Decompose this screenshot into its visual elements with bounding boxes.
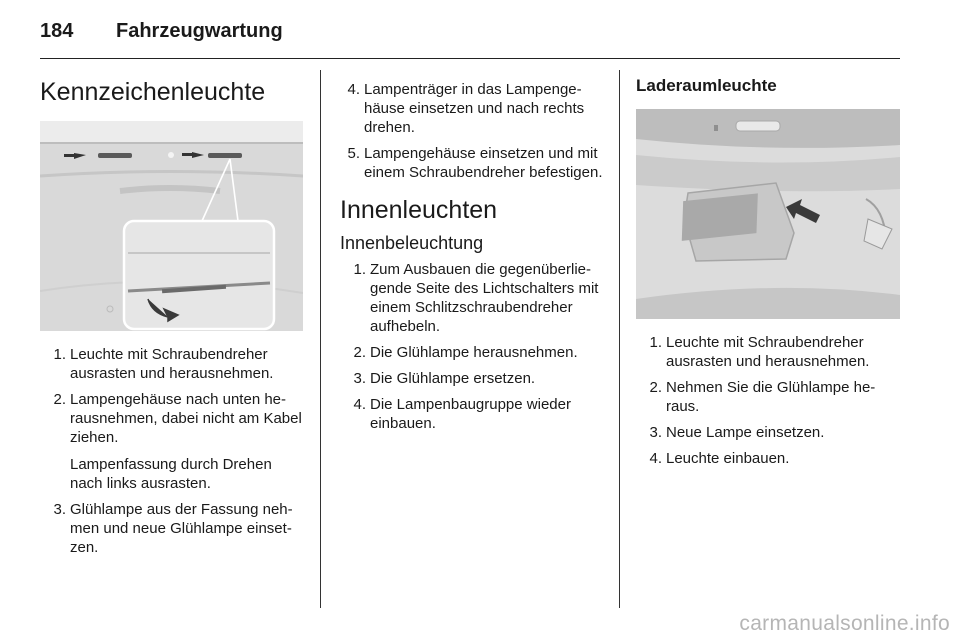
steps-list-continued [340,80,608,182]
list-item [642,423,902,442]
step-text: Lampengehäuse einsetzen und mit einem Schraubendreher befestigen. [364,145,603,181]
list-item [46,345,306,383]
step-text: Neue Lampe einsetzen. [666,424,825,441]
section-title-kennzeichenleuchte: Kennzeichenleuchte [40,78,266,106]
step-text: Glühlampe aus der Fassung nehmen und neue Glühlampe einsetzen. [70,501,293,556]
step-number: 4. [649,450,662,467]
step-text: Die Lampenbaugruppe wieder einbauen. [370,396,571,432]
license-plate-lamp-illustration [40,121,303,331]
step-number: 2. [53,391,66,408]
step-number: 1. [53,346,66,363]
steps-list [40,345,306,557]
list-item [346,343,608,362]
list-item [46,390,306,493]
column-divider-left [320,70,321,608]
section-title-laderaumleuchte: Laderaumleuchte [636,76,777,95]
step-text: Zum Ausbauen die gegenüberliegende Seite des Lichtschalters mit einem Schlitzschraubendreher aufhebeln. [370,261,599,335]
step-number: 2. [353,344,366,361]
list-item [346,369,608,388]
list-item [642,378,902,416]
list-item [340,80,608,137]
steps-list [340,260,608,433]
step-text: Lampenträger in das Lampengehäuse einsetzen und nach rechts drehen. [364,81,585,136]
section-title-innenleuchten: Innenleuchten [340,196,498,224]
list-item [346,395,608,433]
step-text: Leuchte einbauen. [666,450,790,467]
step-note: Lampenfassung durch Drehen nach links ausrasten. [70,456,272,492]
list-item [346,260,608,336]
list-item [642,333,902,371]
step-text: Nehmen Sie die Glühlampe heraus. [666,379,876,415]
column-interior-lamps [340,70,608,440]
subsection-title-innenbeleuchtung: Innenbeleuchtung [340,233,484,253]
step-text: Die Glühlampe ersetzen. [370,370,536,387]
page-number: 184 [40,20,74,42]
step-number: 3. [53,501,66,518]
column-divider-right [619,70,620,608]
list-item [642,449,902,468]
watermark: carmanualsonline.info [739,612,950,635]
list-item [340,144,608,182]
list-item [46,500,306,557]
step-number: 3. [649,424,662,441]
column-cargo-lamp [636,70,902,475]
step-number: 5. [347,145,360,162]
step-number: 2. [649,379,662,396]
column-license-plate-lamp [40,70,306,564]
cargo-lamp-illustration [636,109,900,319]
page-header [40,18,900,59]
step-number: 4. [347,81,360,98]
step-number: 1. [649,334,662,351]
steps-list [636,333,902,468]
step-number: 3. [353,370,366,387]
step-number: 1. [353,261,366,278]
step-text: Leuchte mit Schraubendreher ausrasten und herausnehmen. [70,346,274,382]
step-text: Leuchte mit Schraubendreher ausrasten und herausnehmen. [666,334,870,370]
step-text: Lampengehäuse nach unten herausnehmen, dabei nicht am Kabel ziehen. [70,391,302,446]
header-title: Fahrzeugwartung [116,20,283,42]
step-text: Die Glühlampe herausnehmen. [370,344,578,361]
step-number: 4. [353,396,366,413]
